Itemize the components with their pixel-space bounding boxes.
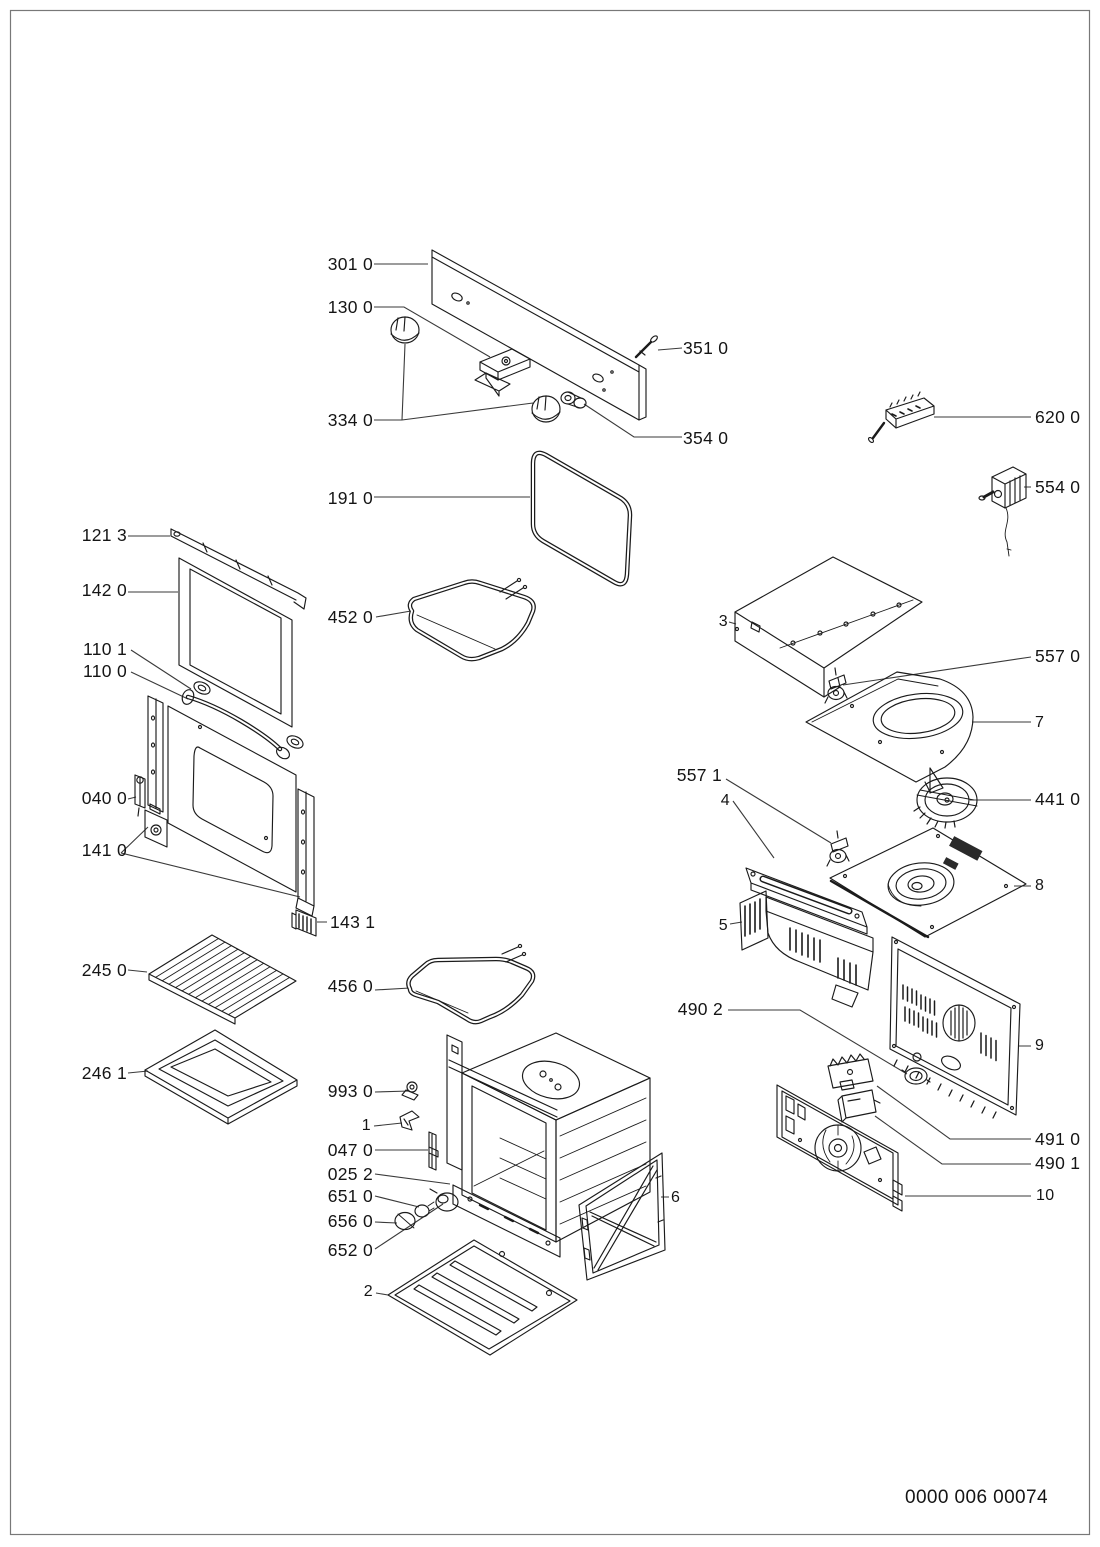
callout-3: 3 <box>718 613 728 630</box>
shelf-rod-drawing <box>429 1132 438 1170</box>
part-label-651-0: 651 0 <box>327 1186 373 1206</box>
terminal-block-drawing <box>868 392 934 443</box>
top-cover-drawing <box>735 557 922 697</box>
callout-5: 5 <box>718 917 728 934</box>
thermostat-drawing <box>979 467 1026 556</box>
part-label-557-0: 557 0 <box>1035 646 1081 666</box>
part-label-490-2: 490 2 <box>677 999 723 1019</box>
part-label-554-0: 554 0 <box>1035 477 1081 497</box>
vent-strip-drawing <box>746 868 867 934</box>
bottom-panel-drawing <box>388 1240 577 1355</box>
part-label-441-0: 441 0 <box>1035 789 1081 809</box>
part-label-652-0: 652 0 <box>327 1240 373 1260</box>
part-label-191-0: 191 0 <box>327 488 373 508</box>
wire-shelf-drawing <box>149 935 296 1024</box>
rear-insulation-panel-drawing <box>579 1153 665 1280</box>
thermal-cutout-upper-drawing <box>825 668 847 703</box>
part-label-142-0: 142 0 <box>81 580 127 600</box>
page-border <box>11 11 1090 1535</box>
part-label-490-1: 490 1 <box>1035 1153 1081 1173</box>
fan-housing-drawing <box>806 672 973 793</box>
relay-box-drawing <box>838 1090 880 1122</box>
part-label-130-0: 130 0 <box>327 297 373 317</box>
terminal-strip-drawing <box>828 1054 873 1090</box>
callout-10: 10 <box>1036 1187 1055 1204</box>
control-knob-left-drawing <box>391 317 419 343</box>
handle-escutcheon-drawing <box>192 679 305 750</box>
part-label-141-0: 141 0 <box>81 840 127 860</box>
callout-4: 4 <box>720 792 730 809</box>
part-label-110-0: 110 0 <box>83 661 127 681</box>
part-label-143-1: 143 1 <box>330 912 376 932</box>
callout-1: 1 <box>361 1117 371 1134</box>
control-knob-right-drawing <box>532 396 560 422</box>
part-label-491-0: 491 0 <box>1035 1129 1081 1149</box>
hinge-lock-drawing <box>135 775 145 816</box>
knob-bush-drawing <box>561 392 586 408</box>
part-label-334-0: 334 0 <box>327 410 373 430</box>
door-top-trim-drawing <box>171 529 306 609</box>
part-label-121-3: 121 3 <box>81 525 127 545</box>
hinge-pin-drawing <box>636 335 658 357</box>
fan-motor-drawing <box>914 778 977 828</box>
callout-2: 2 <box>363 1283 373 1300</box>
wing-bracket-drawing <box>400 1111 419 1130</box>
thermal-cutout-lower-drawing <box>827 831 849 866</box>
part-label-301-0: 301 0 <box>327 254 373 274</box>
part-label-456-0: 456 0 <box>327 976 373 996</box>
heating-element-bottom-drawing <box>408 944 533 1022</box>
control-panel-drawing <box>432 250 646 420</box>
callout-7: 7 <box>1035 714 1045 731</box>
panel-support-bracket-drawing <box>475 349 530 396</box>
part-label-246-1: 246 1 <box>81 1063 127 1083</box>
part-label-620-0: 620 0 <box>1035 407 1081 427</box>
baking-tray-drawing <box>145 1030 297 1124</box>
heating-element-top-drawing <box>410 578 534 659</box>
door-handle-drawing <box>180 688 291 761</box>
oven-lamp-drawing <box>395 1189 458 1230</box>
part-label-351-0: 351 0 <box>683 338 729 358</box>
part-label-025-2: 025 2 <box>327 1164 373 1184</box>
motor-plate-drawing <box>777 1085 902 1211</box>
part-label-452-0: 452 0 <box>327 607 373 627</box>
motor-mount-panel-drawing <box>830 828 1026 937</box>
part-label-047-0: 047 0 <box>327 1140 373 1160</box>
part-label-354-0: 354 0 <box>683 428 729 448</box>
leader-lines <box>121 264 1031 1295</box>
part-label-040-0: 040 0 <box>81 788 127 808</box>
callout-8: 8 <box>1035 877 1045 894</box>
door-outer-drawing <box>168 706 296 892</box>
door-hinge-rail-left-drawing <box>145 696 167 847</box>
door-gasket-drawing <box>533 453 630 584</box>
rear-panel-drawing <box>890 937 1020 1118</box>
part-label-993-0: 993 0 <box>327 1081 373 1101</box>
part-label-110-1: 110 1 <box>83 639 127 659</box>
part-label-245-0: 245 0 <box>81 960 127 980</box>
document-code: 0000 006 00074 <box>905 1487 1048 1508</box>
part-label-557-1: 557 1 <box>676 765 722 785</box>
callout-9: 9 <box>1035 1037 1045 1054</box>
callout-6: 6 <box>671 1189 681 1206</box>
part-label-656-0: 656 0 <box>327 1211 373 1231</box>
